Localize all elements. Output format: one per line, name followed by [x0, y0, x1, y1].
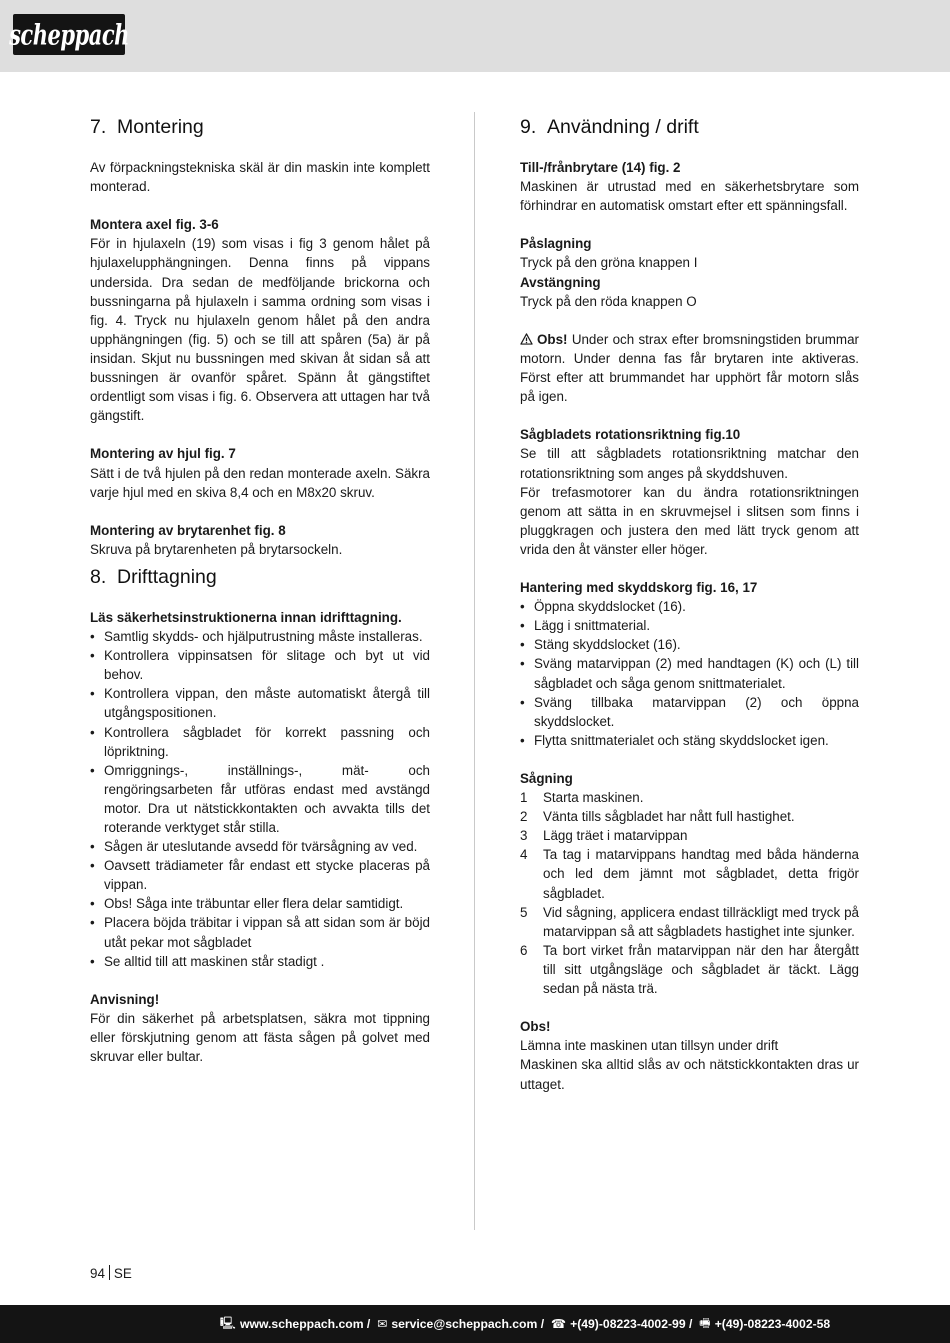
sawing-heading: Sågning	[520, 771, 573, 786]
step-number: 1	[520, 790, 528, 806]
step-text: Lägg träet i matarvippan	[543, 828, 688, 844]
list-item: • Omriggnings-, inställnings-, mät- och rengöringsarbeten får utföras endast med avstängd motor. Dra ut nätstickkontakten och avvakta tills det roterande verktyget står stilla.	[90, 761, 430, 837]
rotation-text-2: För trefasmotorer kan du ändra rotationsriktningen genom att sätta in en skruvmejsel i slitsen som finns i pluggkragen och justera den med lätt tryck genom att vrida den åt vänster eller höger.	[520, 484, 859, 557]
section-7-intro-block	[90, 158, 430, 196]
list-item: • Sväng tillbaka matarvippan (2) och öppna skyddslocket.	[520, 693, 859, 731]
list-item	[520, 826, 859, 845]
footer-email[interactable]: service@scheppach.com /	[391, 1317, 545, 1331]
footer-phone: +(49)-08223-4002-99 /	[570, 1317, 693, 1331]
axle-heading: Montera axel fig. 3-6	[90, 217, 219, 233]
guard-heading: Hantering med skyddskorg fig. 16, 17	[520, 580, 758, 596]
step-number: 3	[520, 828, 528, 844]
section-9-number: 9.	[520, 116, 537, 138]
section-8-heading	[90, 565, 430, 589]
power-switch-text: Maskinen är utrustad med en säkerhetsbrytare som förhindrar en automatisk omstart efter ett spänningsfall.	[520, 179, 859, 214]
list-item: • Kontrollera sågbladet för korrekt passning och löpriktning.	[90, 723, 430, 761]
list-item	[520, 807, 859, 826]
on-text: Tryck på den gröna knappen I	[520, 255, 698, 271]
list-item: • Flytta snittmaterialet och stäng skyddslocket igen.	[520, 731, 859, 750]
guard-list	[520, 597, 859, 750]
logo-text: scheppach	[9, 17, 129, 52]
power-switch-block	[520, 158, 859, 215]
step-text: Starta maskinen.	[543, 790, 644, 806]
section-9-title: Användning / drift	[547, 116, 699, 138]
list-item: • Sväng matarvippan (2) med handtagen (K) och (L) till sågbladet och såga genom snittmaterialet.	[520, 654, 859, 692]
list-item: • Obs! Såga inte träbuntar eller flera delar samtidigt.	[90, 894, 430, 913]
section-8-number: 8.	[90, 565, 107, 588]
power-switch-heading: Till-/frånbrytare (14) fig. 2	[520, 160, 681, 175]
list-item: • Oavsett trädiameter får endast ett stycke placeras på vippan.	[90, 856, 430, 894]
fax-icon: 🖷	[699, 1315, 711, 1330]
sawing-steps	[520, 788, 859, 998]
rotation-block	[520, 425, 859, 559]
anvisning-heading: Anvisning!	[90, 991, 160, 1007]
footer-band	[0, 1305, 950, 1343]
right-column	[520, 115, 859, 1113]
list-item	[520, 903, 859, 941]
wheel-text: Sätt i de två hjulen på den redan monterade axeln. Säkra varje hjul med en skiva 8,4 och en M8x20 skruv.	[90, 465, 430, 500]
section-8-title: Drifttagning	[117, 565, 217, 588]
header-band	[0, 0, 950, 72]
safety-heading: Läs säkerhetsinstruktionerna innan idrifttagning.	[90, 609, 402, 625]
final-note-text-2: Maskinen ska alltid slås av och nätstickkontakten dras ur uttaget.	[520, 1057, 859, 1092]
safety-list	[90, 627, 430, 971]
left-column	[90, 115, 430, 1085]
switch-mount-heading: Montering av brytarenhet fig. 8	[90, 522, 286, 538]
wheel-block	[90, 444, 430, 501]
list-item	[520, 845, 859, 902]
step-text: Ta tag i matarvippans handtag med båda händerna och led dem jämnt mot sågbladet, detta frigör sågbladet.	[543, 847, 859, 901]
step-number: 6	[520, 942, 528, 958]
on-off-block	[520, 234, 859, 310]
warning-text: Under och strax efter bromsningstiden brummar motorn. Under denna fas får brytaren inte aktiveras. Först efter att brummandet har upphört får motorn slås på igen.	[520, 331, 859, 405]
list-item: • Stäng skyddslocket (16).	[520, 635, 859, 654]
axle-block	[90, 215, 430, 425]
list-item: • Öppna skyddslocket (16).	[520, 597, 859, 616]
final-note-text-1: Lämna inte maskinen utan tillsyn under drift	[520, 1038, 779, 1054]
anvisning-text: För din säkerhet på arbetsplatsen, säkra mot tippning eller förskjutning genom att fästa sågen på golvet med skruvar eller bultar.	[90, 1010, 430, 1065]
list-item	[520, 941, 859, 998]
phone-icon: ☎	[550, 1317, 567, 1331]
step-number: 2	[520, 809, 528, 825]
off-text: Tryck på den röda knappen O	[520, 293, 697, 309]
list-item: • Se alltid till att maskinen står stadigt .	[90, 952, 430, 971]
final-note-block	[520, 1017, 859, 1093]
section-9-heading	[520, 115, 859, 139]
rotation-heading: Sågbladets rotationsriktning fig.10	[520, 427, 741, 443]
guard-block	[520, 578, 859, 750]
switch-mount-text: Skruva på brytarenheten på brytarsockeln.	[90, 541, 343, 557]
sawing-block	[520, 769, 859, 998]
list-item: • Lägg i snittmaterial.	[520, 616, 859, 635]
step-text: Ta bort virket från matarvippan när den har återgått till sitt utgångsläge och sågbladet är täckt. Lägg sedan på nästa trä.	[543, 942, 859, 997]
section-7-title: Montering	[117, 116, 204, 138]
safety-block	[90, 608, 430, 971]
warning-block	[520, 330, 859, 406]
section-7-intro: Av förpackningstekniska skäl är din maskin inte komplett monterad.	[90, 160, 430, 195]
step-number: 4	[520, 847, 528, 863]
list-item: • Samtlig skydds- och hjälputrustning måste installeras.	[90, 627, 430, 646]
computer-icon: 🖳	[219, 1315, 237, 1330]
final-note-heading: Obs!	[520, 1019, 551, 1035]
footer-fax: +(49)-08223-4002-58	[714, 1317, 831, 1331]
step-number: 5	[520, 904, 528, 920]
page-number-label	[90, 1265, 132, 1281]
email-icon: ✉	[377, 1317, 388, 1331]
warning-icon	[520, 333, 533, 345]
section-7-heading	[90, 115, 430, 139]
list-item: • Placera böjda träbitar i vippan så att sidan som är böjd utåt pekar mot sågbladet	[90, 913, 430, 951]
switch-mount-block	[90, 521, 430, 559]
anvisning-block	[90, 990, 430, 1066]
list-item: • Sågen är uteslutande avsedd för tvärsågning av ved.	[90, 837, 430, 856]
step-text: Vid sågning, applicera endast tillräckligt med tryck på matarvippan så att sågbladets hastighet inte sjunker.	[543, 904, 859, 939]
off-heading: Avstängning	[520, 274, 601, 290]
warning-paragraph	[520, 330, 859, 406]
column-divider	[474, 112, 475, 1230]
scheppach-logo	[9, 14, 129, 55]
on-heading: Påslagning	[520, 236, 592, 252]
language-code: SE	[113, 1266, 132, 1281]
page-number: 94	[90, 1266, 105, 1281]
warning-label: Obs!	[537, 331, 568, 347]
wheel-heading: Montering av hjul fig. 7	[90, 446, 236, 462]
rotation-text-1: Se till att sågbladets rotationsriktning matchar den rotationsriktning som anges på skyddshuven.	[520, 446, 859, 481]
page-number-separator	[109, 1265, 110, 1280]
list-item: • Kontrollera vippan, den måste automatiskt återgå till utgångspositionen.	[90, 684, 430, 722]
list-item: • Kontrollera vippinsatsen för slitage och byt ut vid behov.	[90, 646, 430, 684]
axle-text: För in hjulaxeln (19) som visas i fig 3 genom hålet på hjulaxelupphängningen. Denna finns på vippans undersida. Dra sedan de medföljande brickorna och bussningarna på hjulaxeln i samma ordning som visas i fig. 4. Tryck nu hjulaxeln genom hålet på den andra upphängningen (fig. 5) och se till att spåren (5a) är på insidan. Skjut nu bussningen med skivan åt sidan så att bussningen är ovanför spåret. Spänn åt gängstiftet ordentligt som visas i fig. 6. Observera att uttagen har två gängstift.	[90, 236, 430, 424]
step-text: Vänta tills sågbladet har nått full hastighet.	[543, 809, 795, 825]
list-item	[520, 788, 859, 807]
section-7-number: 7.	[90, 116, 107, 138]
footer-website[interactable]: www.scheppach.com /	[240, 1317, 371, 1331]
